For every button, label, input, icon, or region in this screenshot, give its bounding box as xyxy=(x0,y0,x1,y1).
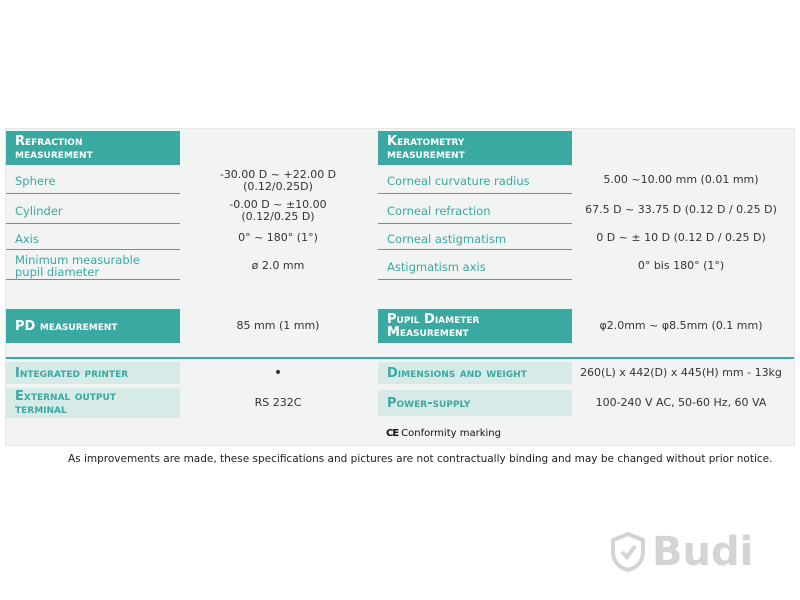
refraction-row-value: ø 2.0 mm xyxy=(251,259,305,272)
refraction-row-label: Cylinder xyxy=(6,198,180,224)
refraction-row-value: -30.00 D ~ +22.00 D (0.12/0.25D) xyxy=(219,168,337,193)
refraction-row-label: Axis xyxy=(6,228,180,250)
shield-logo-icon xyxy=(610,532,646,572)
refraction-row-label: Sphere xyxy=(6,168,180,194)
pupil-diameter-value: φ2.0mm ~ φ8.5mm (0.1 mm) xyxy=(599,319,763,332)
refraction-row-value: -0.00 D ~ ±10.00 (0.12/0.25 D) xyxy=(229,198,327,223)
ce-mark-icon: CE xyxy=(386,427,399,439)
power-supply-header: Power-supply xyxy=(378,390,572,416)
keratometry-row-value: 0° bis 180° (1°) xyxy=(637,259,725,272)
conformity-text: Conformity marking xyxy=(401,427,501,439)
integrated-printer-header: Integrated printer xyxy=(6,362,180,384)
pupil-diameter-header: Pupil Diameter Measurement xyxy=(378,309,572,343)
refraction-row-value: 0° ~ 180° (1°) xyxy=(238,231,318,244)
keratometry-header: Keratometry measurement xyxy=(378,131,572,165)
power-supply-value: 100-240 V AC, 50-60 Hz, 60 VA xyxy=(595,396,767,409)
dimensions-weight-header: Dimensions and weight xyxy=(378,362,572,384)
budi-watermark xyxy=(610,528,780,576)
pd-measurement-value: 85 mm (1 mm) xyxy=(236,319,320,332)
refraction-header: Refraction measurement xyxy=(6,131,180,165)
keratometry-row-value: 5.00 ~10.00 mm (0.01 mm) xyxy=(603,173,759,186)
watermark-text: Budi xyxy=(652,529,754,575)
pd-measurement-header: PD measurement xyxy=(6,309,180,343)
keratometry-row-value: 67.5 D ~ 33.75 D (0.12 D / 0.25 D) xyxy=(585,203,777,216)
external-output-value: RS 232C xyxy=(254,396,302,409)
refraction-row-label: Minimum measurable pupil diameter xyxy=(6,252,180,280)
section-divider xyxy=(6,357,794,359)
keratometry-row-label: Corneal refraction xyxy=(378,198,572,224)
disclaimer-text: As improvements are made, these specifications and pictures are not contractually binding and may be changed without prior notice. xyxy=(68,453,773,465)
keratometry-row-label: Astigmatism axis xyxy=(378,254,572,280)
integrated-printer-value: • xyxy=(273,365,283,381)
dimensions-weight-value: 260(L) x 442(D) x 445(H) mm - 13kg xyxy=(580,366,782,379)
keratometry-row-value: 0 D ~ ± 10 D (0.12 D / 0.25 D) xyxy=(596,231,766,244)
conformity-marking xyxy=(386,426,566,440)
external-output-header: External output terminal xyxy=(6,388,180,418)
keratometry-row-label: Corneal curvature radius xyxy=(378,168,572,194)
keratometry-row-label: Corneal astigmatism xyxy=(378,228,572,250)
